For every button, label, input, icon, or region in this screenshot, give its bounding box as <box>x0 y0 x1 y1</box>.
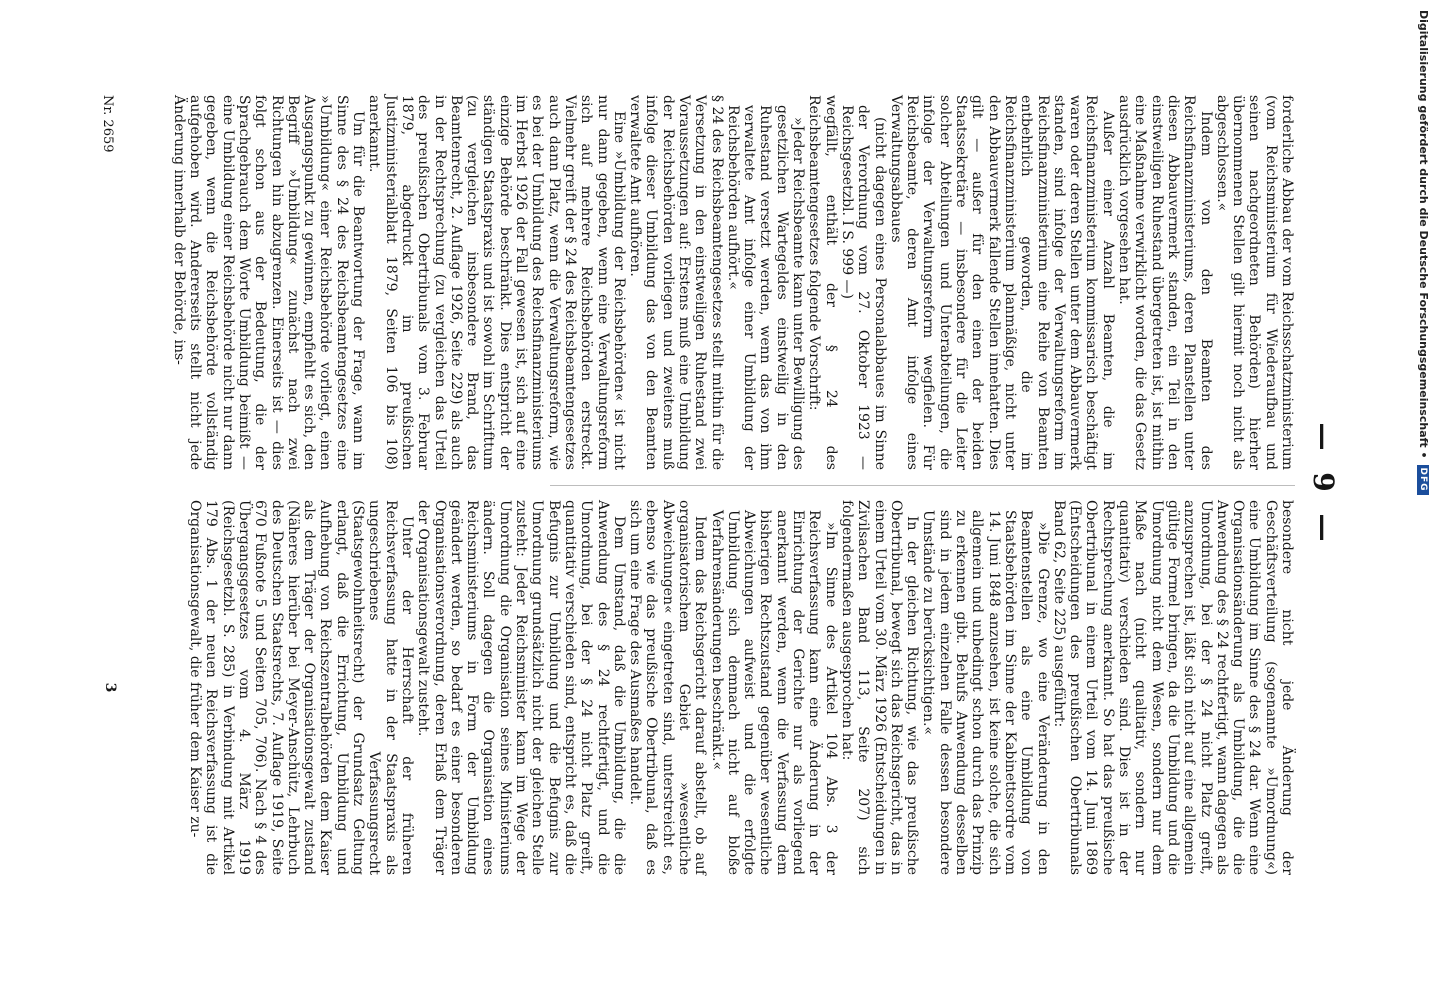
paragraph: Indem von den Beamten des Reichsfinanzministeriums, deren Planstellen unter diesen Abbauvermerk standen, ein Teil in den einstweiligen Ruhestand übergetreten ist, ist mithin eine Maßnahme verwirklicht worden, die das Gesetz ausdrücklich vorgesehen hat. <box>1116 95 1214 470</box>
digitisation-credit <box>1417 10 1430 495</box>
column-divider <box>550 485 1295 486</box>
dfg-logo: DFG <box>1418 465 1430 495</box>
paragraph: wegfällt, enthält der § 24 des Reichsbeamtengesetzes folgende Vorschrift: <box>806 95 839 470</box>
credit-text: Digitalisierung gefördert durch die Deutsche Forschungsgemeinschaft • <box>1417 10 1430 459</box>
quoted-paragraph: »Die Grenze, wo eine Veränderung in den Beamtenstellen als eine Umbildung von Staatsbehörden im Sinne der Kabinettsordre vom 14. Juni 1848 anzusehen, ist keine solche, die sich allgemein und unbedingt schon durch das Prinzip zu erkennen gibt. Behufs Anwendung desselben sind in jedem einzelnen Falle dessen besondere Umstände zu berücksichtigen.« <box>920 510 1051 875</box>
left-column <box>170 95 1295 470</box>
paragraph: § 24 des Reichsbeamtengesetzes stellt mithin für die Versetzung in den einstweiligen Ruhestand zwei Voraussetzungen auf: Erstens muß eine Umbildung der Reichsbehörden vorliegen und zweitens muß infolge dieser Umbildung das von den Beamten verwaltete Amt aufhören. <box>627 95 725 470</box>
paragraph: Indem das Reichsgericht darauf abstellt, ob auf organisatorischem Gebiet »wesentliche Abweichungen« eingetreten sind, unterstreicht es, ebenso wie das preußische Obertribunal, daß es sich um eine Frage des Ausmaßes handelt. <box>627 500 709 875</box>
paragraph: Um für die Beantwortung der Frage, wann im Sinne des § 24 des Reichsbeamtengesetzes eine »Umbildung« einer Reichsbehörde vorliegt, einen Ausgangspunkt zu gewinnen, empfiehlt es sich, den Begriff »Umbildung« zunächst nach zwei Richtungen hin abzugrenzen. Einerseits ist — dies folgt schon aus der Bedeutung, die der Sprachgebrauch dem Worte Umbildung beimißt — eine Umbildung einer Reichsbehörde nicht nur dann gegeben, wenn die Reichsbehörde vollständig aufgehoben wird. Andererseits stellt nicht jede Änderung innerhalb der Behörde, ins- <box>170 95 367 470</box>
page-number: — 9 — <box>1307 422 1340 548</box>
quoted-paragraph: »Jeder Reichsbeamte kann unter Bewilligung des gesetzlichen Wartegeldes einstweilig in den Ruhestand versetzt werden, wenn das von ihm verwaltete Amt infolge einer Umbildung der Reichsbehörden aufhört.« <box>724 105 807 470</box>
document-page <box>90 95 1340 875</box>
paragraph: Unter der Herrschaft der früheren Reichsverfassung hatte in der Staatspraxis als ungeschriebenes Verfassungsrecht (Staatsgewohnheitsrecht) der Grundsatz Geltung erlangt, daß die Errichtung, Umbildung und Aufhebung von Reichszentralbehörden dem Kaiser als dem Träger der Organisationsgewalt zustand (Näheres hierüber bei Meyer-Anschütz, Lehrbuch des Deutschen Staatsrechts, 7. Auflage 1919, Seite 670 Fußnote 5 und Seiten 705, 706). Nach § 4 des Übergangsgesetzes vom 4. März 1919 (Reichsgesetzbl. S. 285) in Verbindung mit Artikel 179 Abs. 1 der neuen Reichsverfassung ist die Organisationsgewalt, die früher dem Kaiser zu- <box>187 500 415 875</box>
quoted-paragraph: »Im Sinne des Artikel 104 Abs. 3 der Reichsverfassung kann eine Änderung in der Einrichtung der Gerichte nur als vorliegend anerkannt werden, wenn die Verfassung dem bisherigen Rechtszustand gegenüber wesentliche Abweichungen aufweist und die erfolgte Umbildung sich demnach nicht auf bloße Verfahrensänderungen beschränkt.« <box>708 510 839 875</box>
paragraph: forderliche Abbau der vom Reichsschatzministerium (vom Reichsministerium für Wiederaufbau und seinen nachgeordneten Behörden) hierher übernommenen Stellen gilt hiermit noch nicht als abgeschlossen.« <box>1213 95 1295 470</box>
paragraph: besondere nicht jede Änderung der Geschäftsverteilung (sogenannte »Umordnung«) eine Umbildung im Sinne des § 24 dar. Wenn eine Organisationsänderung als Umbildung, die die Anwendung des § 24 rechtfertigt, wann dagegen als Umordnung, bei der § 24 nicht Platz greift, anzusprechen ist, läßt sich nicht auf eine allgemein gültige Formel bringen, da die Umbildung und die Umordnung nicht dem Wesen, sondern nur dem Maße nach (nicht qualitativ, sondern nur quantitativ) verschieden sind. Dies ist in der Rechtsprechung anerkannt. So hat das preußische Obertribunal in einem Urteil vom 14. Juni 1869 (Entscheidungen des preußischen Obertribunals Band 62, Seite 225) ausgeführt: <box>1050 500 1295 875</box>
paragraph: In der gleichen Richtung, wie das preußische Obertribunal, bewegt sich das Reichsgericht, das in einem Urteil vom 30. März 1926 (Entscheidungen in Zivilsachen Band 113, Seite 207) sich folgendermaßen ausgesprochen hat: <box>838 500 921 875</box>
paragraph: Dem Umstand, daß die Umbildung, die die Anwendung des § 24 rechtfertigt, und die Umordnung, bei der § 24 nicht Platz greift, quantitativ verschieden sind, entspricht es, daß die Befugnis zur Umbildung und die Befugnis zur Umordnung grundsätzlich nicht der gleichen Stelle zusteht: Jeder Reichsminister kann im Wege der Umordnung die Organisation seines Ministeriums ändern. Soll dagegen die Organisation eines Reichsministeriums in Form der Umbildung geändert werden, so bedarf es einer besonderen Organisationsverordnung, deren Erlaß dem Träger der Organisationsgewalt zusteht. <box>415 500 627 875</box>
print-number: Nr. 2659 <box>100 95 115 153</box>
signature-mark-row <box>102 95 118 875</box>
right-column <box>187 500 1295 875</box>
paragraph: Eine »Umbildung der Reichsbehörden« ist nicht nur dann gegeben, wenn eine Verwaltungsreform sich auf mehrere Reichsbehörden erstreckt. Vielmehr greift der § 24 des Reichsbeamtengesetzes auch dann Platz, wenn die Verwaltungsreform, wie es bei der Umbildung des Reichsfinanzministeriums im Herbst 1926 der Fall gewesen ist, sich auf eine einzige Behörde beschränkt. Dies entspricht der ständigen Staatspraxis und ist sowohl im Schrifttum (zu vergleichen insbesondere Brand, das Beamtenrecht, 2. Auflage 1926, Seite 229) als auch in der Rechtsprechung (zu vergleichen das Urteil des preußischen Obertribunals vom 3. Februar 1879, abgedruckt im preußischen Justizministerialblatt 1879, Seiten 106 bis 108) anerkannt. <box>366 95 627 470</box>
paragraph: Außer einer Anzahl Beamten, die im Reichsfinanzministerium kommissarisch beschäftigt waren oder deren Stellen unter dem Abbauvermerk standen, sind infolge der Verwaltungsreform im Reichsfinanzministerium eine Reihe von Beamten entbehrlich geworden, die im Reichsfinanzministerium planmäßige, nicht unter den Abbauvermerk fallende Stellen innehatten. Dies gilt — außer für den einen der beiden Staatssekretäre — insbesondere für die Leiter solcher Abteilungen und Unterabteilungen, die infolge der Verwaltungsreform wegfielen. Für Reichsbeamte, deren Amt infolge eines Verwaltungsabbaues <box>887 95 1116 470</box>
signature-mark: 3 <box>102 682 118 693</box>
page-header <box>1300 95 1340 875</box>
quoted-paragraph: (nicht dagegen eines Personalabbaues im Sinne der Verordnung vom 27. Oktober 1923 — Reichsgesetzbl. I S. 999 —) <box>838 105 888 470</box>
